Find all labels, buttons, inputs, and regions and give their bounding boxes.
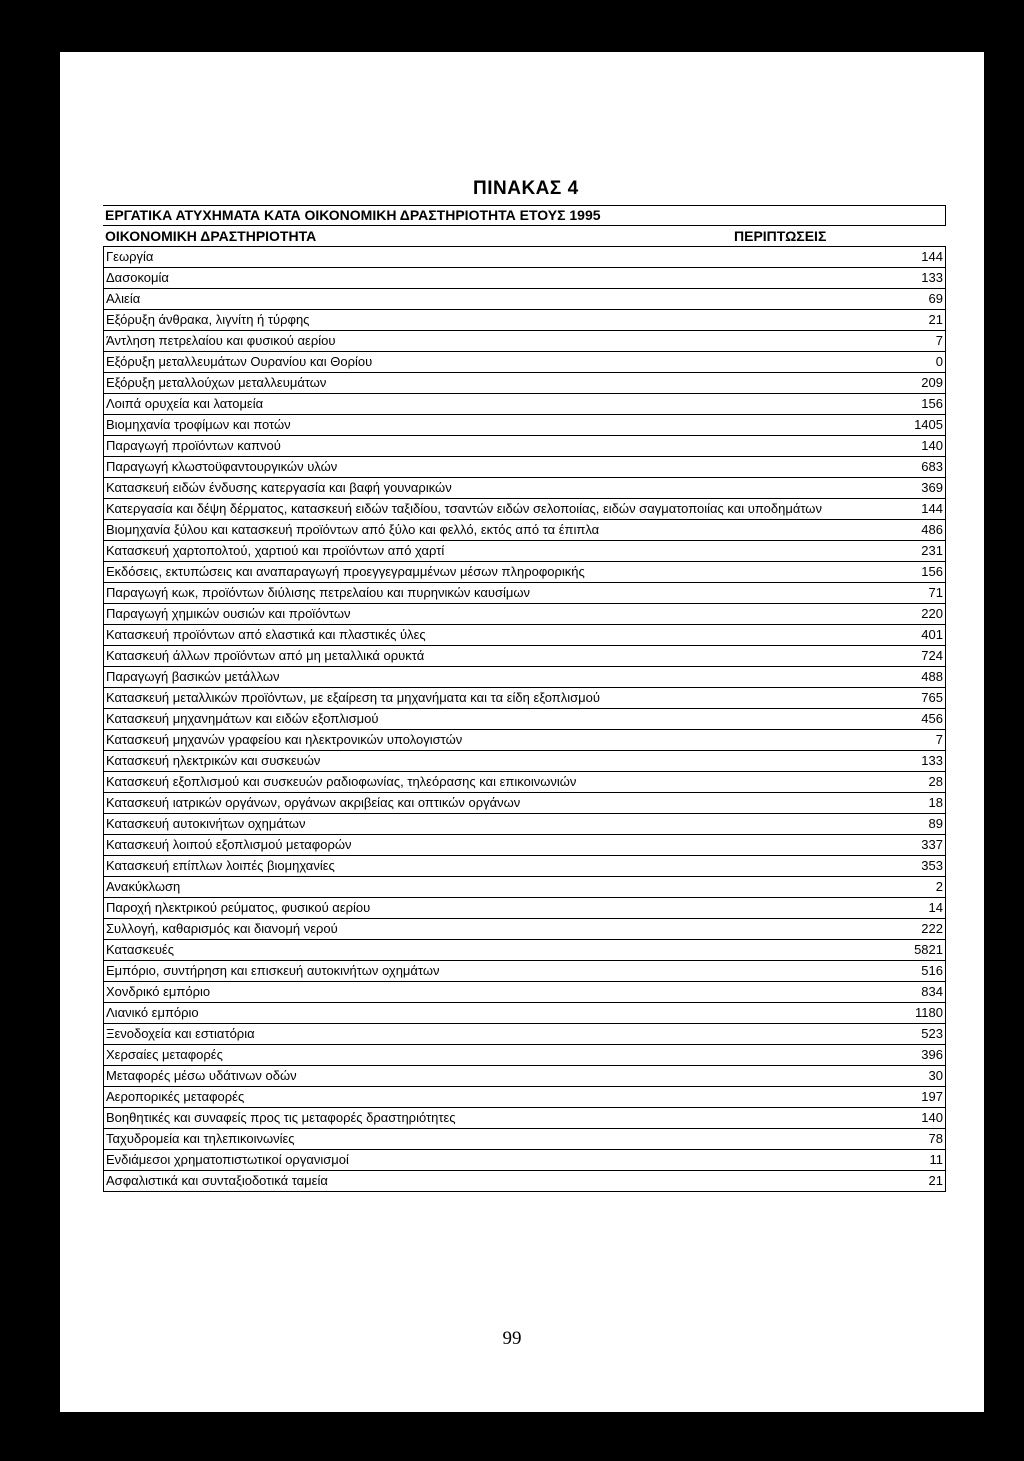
cases-cell: 5821 xyxy=(883,940,946,960)
activity-cell: Χονδρικό εμπόριο xyxy=(103,982,883,1002)
cases-cell: 1180 xyxy=(883,1003,946,1023)
activity-cell: Κατασκευή επίπλων λοιπές βιομηχανίες xyxy=(103,856,883,876)
cases-cell: 369 xyxy=(883,478,946,498)
table-row xyxy=(103,1003,946,1024)
cases-cell: 21 xyxy=(883,310,946,330)
activity-cell: Δασοκομία xyxy=(103,268,883,288)
activity-cell: Γεωργία xyxy=(103,247,883,267)
cases-cell: 209 xyxy=(883,373,946,393)
table-row xyxy=(103,604,946,625)
cases-cell: 144 xyxy=(883,499,946,519)
activity-cell: Συλλογή, καθαρισμός και διανομή νερού xyxy=(103,919,883,939)
table-row xyxy=(103,835,946,856)
cases-cell: 89 xyxy=(883,814,946,834)
table-row xyxy=(103,268,946,289)
cases-cell: 220 xyxy=(883,604,946,624)
cases-cell: 516 xyxy=(883,961,946,981)
cases-cell: 11 xyxy=(883,1150,946,1170)
column-header-activity: ΟΙΚΟΝΟΜΙΚΗ ΔΡΑΣΤΗΡΙΟΤΗΤΑ xyxy=(105,228,317,244)
cases-cell: 486 xyxy=(883,520,946,540)
table-row xyxy=(103,499,946,520)
table-row xyxy=(103,1087,946,1108)
activity-cell: Εξόρυξη μεταλλούχων μεταλλευμάτων xyxy=(103,373,883,393)
page-number: 99 xyxy=(502,1328,522,1349)
activity-cell: Κατασκευή λοιπού εξοπλισμού μεταφορών xyxy=(103,835,883,855)
table-row xyxy=(103,478,946,499)
table-row xyxy=(103,688,946,709)
cases-cell: 21 xyxy=(883,1171,946,1191)
table-number-title: ΠΙΝΑΚΑΣ 4 xyxy=(473,178,579,199)
table-row xyxy=(103,583,946,604)
cases-cell: 353 xyxy=(883,856,946,876)
activity-cell: Βοηθητικές και συναφείς προς τις μεταφορές δραστηριότητες xyxy=(103,1108,883,1128)
cases-cell: 69 xyxy=(883,289,946,309)
cases-cell: 197 xyxy=(883,1087,946,1107)
table-row xyxy=(103,1108,946,1129)
cases-cell: 7 xyxy=(883,331,946,351)
activity-cell: Εκδόσεις, εκτυπώσεις και αναπαραγωγή προεγγεγραμμένων μέσων πληροφορικής xyxy=(103,562,883,582)
table-row xyxy=(103,877,946,898)
activity-cell: Αλιεία xyxy=(103,289,883,309)
cases-cell: 1405 xyxy=(883,415,946,435)
cases-cell: 222 xyxy=(883,919,946,939)
cases-cell: 488 xyxy=(883,667,946,687)
table-row xyxy=(103,898,946,919)
activity-cell: Κατασκευή εξοπλισμού και συσκευών ραδιοφωνίας, τηλεόρασης και επικοινωνιών xyxy=(103,772,883,792)
activity-cell: Παραγωγή προϊόντων καπνού xyxy=(103,436,883,456)
cases-cell: 396 xyxy=(883,1045,946,1065)
activity-cell: Κατασκευή άλλων προϊόντων από μη μεταλλικά ορυκτά xyxy=(103,646,883,666)
activity-cell: Κατασκευή μηχανών γραφείου και ηλεκτρονικών υπολογιστών xyxy=(103,730,883,750)
activity-cell: Κατασκευή αυτοκινήτων οχημάτων xyxy=(103,814,883,834)
activity-cell: Παροχή ηλεκτρικού ρεύματος, φυσικού αερίου xyxy=(103,898,883,918)
cases-cell: 724 xyxy=(883,646,946,666)
cases-cell: 765 xyxy=(883,688,946,708)
activity-cell: Εξόρυξη μεταλλευμάτων Ουρανίου και Θορίου xyxy=(103,352,883,372)
activity-cell: Λοιπά ορυχεία και λατομεία xyxy=(103,394,883,414)
activity-cell: Εμπόριο, συντήρηση και επισκευή αυτοκινήτων οχημάτων xyxy=(103,961,883,981)
table-row xyxy=(103,1150,946,1171)
table-row xyxy=(103,310,946,331)
table-row xyxy=(103,940,946,961)
activity-cell: Χερσαίες μεταφορές xyxy=(103,1045,883,1065)
activity-cell: Παραγωγή χημικών ουσιών και προϊόντων xyxy=(103,604,883,624)
table-row xyxy=(103,436,946,457)
table-row xyxy=(103,814,946,835)
cases-cell: 523 xyxy=(883,1024,946,1044)
table-row xyxy=(103,457,946,478)
activity-cell: Κατασκευή ιατρικών οργάνων, οργάνων ακριβείας και οπτικών οργάνων xyxy=(103,793,883,813)
cases-cell: 231 xyxy=(883,541,946,561)
cases-cell: 18 xyxy=(883,793,946,813)
table-subtitle: ΕΡΓΑΤΙΚΑ ΑΤΥΧΗΜΑΤΑ ΚΑΤΑ ΟΙΚΟΝΟΜΙΚΗ ΔΡΑΣΤΗΡΙΟΤΗΤΑ ΕΤΟΥΣ 1995 xyxy=(103,206,946,226)
table-row xyxy=(103,331,946,352)
table-row xyxy=(103,730,946,751)
table-row xyxy=(103,667,946,688)
cases-cell: 144 xyxy=(883,247,946,267)
activity-cell: Εξόρυξη άνθρακα, λιγνίτη ή τύρφης xyxy=(103,310,883,330)
activity-cell: Κατεργασία και δέψη δέρματος, κατασκευή ειδών ταξιδίου, τσαντών ειδών σελοποιίας, ειδών σαγματοποιίας και υποδημάτων xyxy=(103,499,883,519)
table-row xyxy=(103,856,946,877)
table-row xyxy=(103,982,946,1003)
table-row xyxy=(103,751,946,772)
accidents-table xyxy=(103,205,946,1192)
table-row xyxy=(103,625,946,646)
table-row xyxy=(103,1066,946,1087)
table-row xyxy=(103,247,946,268)
activity-cell: Ταχυδρομεία και τηλεπικοινωνίες xyxy=(103,1129,883,1149)
cases-cell: 834 xyxy=(883,982,946,1002)
table-row xyxy=(103,1171,946,1192)
cases-cell: 78 xyxy=(883,1129,946,1149)
cases-cell: 683 xyxy=(883,457,946,477)
table-row xyxy=(103,373,946,394)
table-row xyxy=(103,772,946,793)
activity-cell: Κατασκευή μεταλλικών προϊόντων, με εξαίρεση τα μηχανήματα και τα είδη εξοπλισμού xyxy=(103,688,883,708)
cases-cell: 71 xyxy=(883,583,946,603)
activity-cell: Κατασκευή ηλεκτρικών και συσκευών xyxy=(103,751,883,771)
table-row xyxy=(103,1024,946,1045)
cases-cell: 14 xyxy=(883,898,946,918)
cases-cell: 7 xyxy=(883,730,946,750)
table-row xyxy=(103,562,946,583)
cases-cell: 133 xyxy=(883,268,946,288)
activity-cell: Κατασκευή προϊόντων από ελαστικά και πλαστικές ύλες xyxy=(103,625,883,645)
cases-cell: 156 xyxy=(883,394,946,414)
cases-cell: 133 xyxy=(883,751,946,771)
table-row xyxy=(103,520,946,541)
table-row xyxy=(103,541,946,562)
activity-cell: Κατασκευές xyxy=(103,940,883,960)
cases-cell: 401 xyxy=(883,625,946,645)
cases-cell: 337 xyxy=(883,835,946,855)
cases-cell: 30 xyxy=(883,1066,946,1086)
activity-cell: Ξενοδοχεία και εστιατόρια xyxy=(103,1024,883,1044)
cases-cell: 140 xyxy=(883,1108,946,1128)
table-row xyxy=(103,961,946,982)
activity-cell: Ενδιάμεσοι χρηματοπιστωτικοί οργανισμοί xyxy=(103,1150,883,1170)
table-row xyxy=(103,709,946,730)
activity-cell: Άντληση πετρελαίου και φυσικού αερίου xyxy=(103,331,883,351)
activity-cell: Κατασκευή ειδών ένδυσης κατεργασία και βαφή γουναρικών xyxy=(103,478,883,498)
table-row xyxy=(103,352,946,373)
table-row xyxy=(103,289,946,310)
table-row xyxy=(103,646,946,667)
cases-cell: 140 xyxy=(883,436,946,456)
column-header-cases: ΠΕΡΙΠΤΩΣΕΙΣ xyxy=(734,228,827,244)
activity-cell: Βιομηχανία τροφίμων και ποτών xyxy=(103,415,883,435)
activity-cell: Ασφαλιστικά και συνταξιοδοτικά ταμεία xyxy=(103,1171,883,1191)
activity-cell: Βιομηχανία ξύλου και κατασκευή προϊόντων από ξύλο και φελλό, εκτός από τα έπιπλα xyxy=(103,520,883,540)
cases-cell: 156 xyxy=(883,562,946,582)
activity-cell: Αεροπορικές μεταφορές xyxy=(103,1087,883,1107)
activity-cell: Μεταφορές μέσω υδάτινων οδών xyxy=(103,1066,883,1086)
activity-cell: Ανακύκλωση xyxy=(103,877,883,897)
activity-cell: Παραγωγή κωκ, προϊόντων διύλισης πετρελαίου και πυρηνικών καυσίμων xyxy=(103,583,883,603)
table-row xyxy=(103,1045,946,1066)
cases-cell: 456 xyxy=(883,709,946,729)
activity-cell: Παραγωγή κλωστοϋφαντουργικών υλών xyxy=(103,457,883,477)
activity-cell: Παραγωγή βασικών μετάλλων xyxy=(103,667,883,687)
table-row xyxy=(103,793,946,814)
table-header xyxy=(103,226,946,247)
cases-cell: 28 xyxy=(883,772,946,792)
table-body xyxy=(103,247,946,1192)
cases-cell: 0 xyxy=(883,352,946,372)
activity-cell: Λιανικό εμπόριο xyxy=(103,1003,883,1023)
table-row xyxy=(103,1129,946,1150)
table-row xyxy=(103,919,946,940)
table-row xyxy=(103,415,946,436)
activity-cell: Κατασκευή μηχανημάτων και ειδών εξοπλισμού xyxy=(103,709,883,729)
table-row xyxy=(103,394,946,415)
cases-cell: 2 xyxy=(883,877,946,897)
activity-cell: Κατασκευή χαρτοπολτού, χαρτιού και προϊόντων από χαρτί xyxy=(103,541,883,561)
